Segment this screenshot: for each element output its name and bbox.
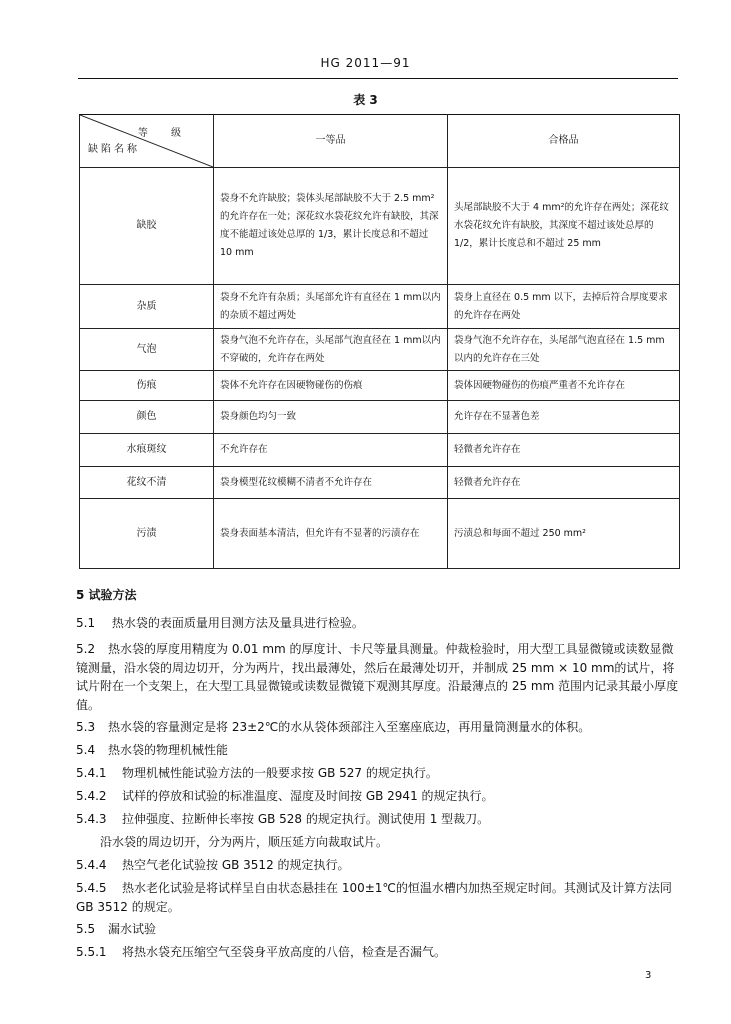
clause-5-1: [76, 614, 682, 633]
defect-name: 颜色: [80, 401, 214, 434]
clause-5-4-3: [76, 810, 682, 829]
first-grade-requirement: 袋身表面基本清洁，但允许有不显著的污渍存在: [214, 499, 448, 569]
clause-text: 沿水袋的周边切开，分为两片，顺压延方向裁取试片。: [100, 835, 389, 849]
clause-5-4-1: [76, 764, 682, 783]
page-number: 3: [645, 970, 652, 981]
header-defect-name-label: 缺陷名称: [88, 144, 140, 155]
clause-text: 热水袋的物理机械性能: [108, 743, 229, 757]
clause-number: 5.4: [76, 743, 96, 757]
qualified-requirement: 袋身上直径在 0.5 mm 以下，去掉后符合厚度要求的允许存在两处: [448, 285, 680, 329]
first-grade-requirement: 袋身不允许缺胶；袋体头尾部缺胶不大于 2.5 mm²的允许存在一处；深花纹水袋花纹允许有缺胶，其深度不能超过该处总厚的 1/3，累计长度总和不超过 10 mm: [214, 168, 448, 285]
first-grade-requirement: 袋身气泡不允许存在，头尾部气泡直径在 1 mm以内不穿破的，允许存在两处: [214, 329, 448, 371]
clause-text: 试样的停放和试验的标准温度、湿度及时间按 GB 2941 的规定执行。: [122, 789, 494, 803]
qualified-requirement: 污渍总和每面不超过 250 mm²: [448, 499, 680, 569]
clause-number: 5.4.4: [76, 858, 107, 872]
table-title: 表 3: [353, 93, 378, 107]
table-row: [80, 467, 680, 499]
table-row: [80, 371, 680, 401]
header-grade2: 合格品: [448, 115, 680, 168]
table-row: [80, 168, 680, 285]
qualified-requirement: 允许存在不显著色差: [448, 401, 680, 434]
clause-5-4-3-cont: [76, 833, 682, 852]
defect-grade-table: [79, 114, 680, 569]
clause-number: 5.4.1: [76, 766, 107, 780]
first-grade-requirement: 袋体不允许存在因硬物碰伤的伤痕: [214, 371, 448, 401]
clause-number: 5.2: [76, 642, 96, 656]
qualified-requirement: 头尾部缺胶不大于 4 mm²的允许存在两处；深花纹水袋花纹允许有缺胶，其深度不超过该处总厚的 1/2，累计长度总和不超过 25 mm: [448, 168, 680, 285]
clause-5-4-5: [76, 879, 682, 916]
clause-number: 5.5: [76, 922, 96, 936]
clause-text: 热空气老化试验按 GB 3512 的规定执行。: [122, 858, 350, 872]
defect-name: 杂质: [80, 285, 214, 329]
clause-text: 热水老化试验是将试样呈自由状态悬挂在 100±1℃的恒温水槽内加热至规定时间。其测试及计算方法同 GB 3512 的规定。: [76, 881, 672, 914]
clause-text: 拉伸强度、拉断伸长率按 GB 528 的规定执行。测试使用 1 型裁刀。: [122, 812, 490, 826]
table-row: [80, 499, 680, 569]
defect-name: 花纹不清: [80, 467, 214, 499]
clause-number: 5.3: [76, 720, 96, 734]
clause-number: 5.1: [76, 616, 96, 630]
clause-5-4-4: [76, 856, 682, 875]
clause-5-5: [76, 920, 682, 939]
page-header: HG 2011—91: [320, 56, 411, 70]
clause-5-4-2: [76, 787, 682, 806]
clause-number: 5.4.2: [76, 789, 107, 803]
qualified-requirement: 轻微者允许存在: [448, 434, 680, 467]
section-5-title: 5 试验方法: [76, 588, 137, 602]
clause-number: 5.4.5: [76, 881, 107, 895]
header-grade1: 一等品: [214, 115, 448, 168]
clause-text: 热水袋的表面质量用目测方法及量具进行检验。: [111, 616, 364, 630]
header-rule: [78, 78, 678, 79]
clause-5-3: [76, 718, 682, 737]
clause-5-2: [76, 640, 682, 714]
clause-text: 漏水试验: [108, 922, 157, 936]
qualified-requirement: 轻微者允许存在: [448, 467, 680, 499]
table-row: [80, 285, 680, 329]
defect-name: 缺胶: [80, 168, 214, 285]
first-grade-requirement: 袋身不允许有杂质；头尾部允许有直径在 1 mm以内的杂质不超过两处: [214, 285, 448, 329]
defect-name: 水痕斑纹: [80, 434, 214, 467]
qualified-requirement: 袋身气泡不允许存在，头尾部气泡直径在 1.5 mm以内的允许存在三处: [448, 329, 680, 371]
diagonal-header-cell: [80, 115, 214, 168]
header-grade-label: 等 级: [137, 128, 191, 139]
clause-text: 热水袋的容量测定是将 23±2℃的水从袋体颈部注入至塞座底边，再用量筒测量水的体积。: [108, 720, 591, 734]
qualified-requirement: 袋体因硬物碰伤的伤痕严重者不允许存在: [448, 371, 680, 401]
first-grade-requirement: 袋身颜色均匀一致: [214, 401, 448, 434]
clause-text: 热水袋的厚度用精度为 0.01 mm 的厚度计、卡尺等量具测量。仲裁检验时，用大型工具显微镜或读数显微镜测量，沿水袋的周边切开，分为两片，找出最薄处，然后在最薄处切开，并制成 25 mm × 10 mm的试片，将试片附在一个支架上，在大型工具显微镜或读数显微镜下观测其厚度。沿最薄点的 25 mm 范围内记录其最小厚度值。: [76, 642, 679, 712]
table-row: [80, 401, 680, 434]
clause-text: 物理机械性能试验方法的一般要求按 GB 527 的规定执行。: [122, 766, 438, 780]
table-row: [80, 329, 680, 371]
clause-number: 5.5.1: [76, 945, 107, 959]
first-grade-requirement: 不允许存在: [214, 434, 448, 467]
table-row: [80, 434, 680, 467]
first-grade-requirement: 袋身模型花纹模糊不清者不允许存在: [214, 467, 448, 499]
defect-name: 伤痕: [80, 371, 214, 401]
defect-name: 气泡: [80, 329, 214, 371]
clause-text: 将热水袋充压缩空气至袋身平放高度的八倍，检查是否漏气。: [122, 945, 447, 959]
defect-name: 污渍: [80, 499, 214, 569]
clause-number: 5.4.3: [76, 812, 107, 826]
clause-5-4: [76, 741, 682, 760]
clause-5-5-1: [76, 943, 682, 962]
